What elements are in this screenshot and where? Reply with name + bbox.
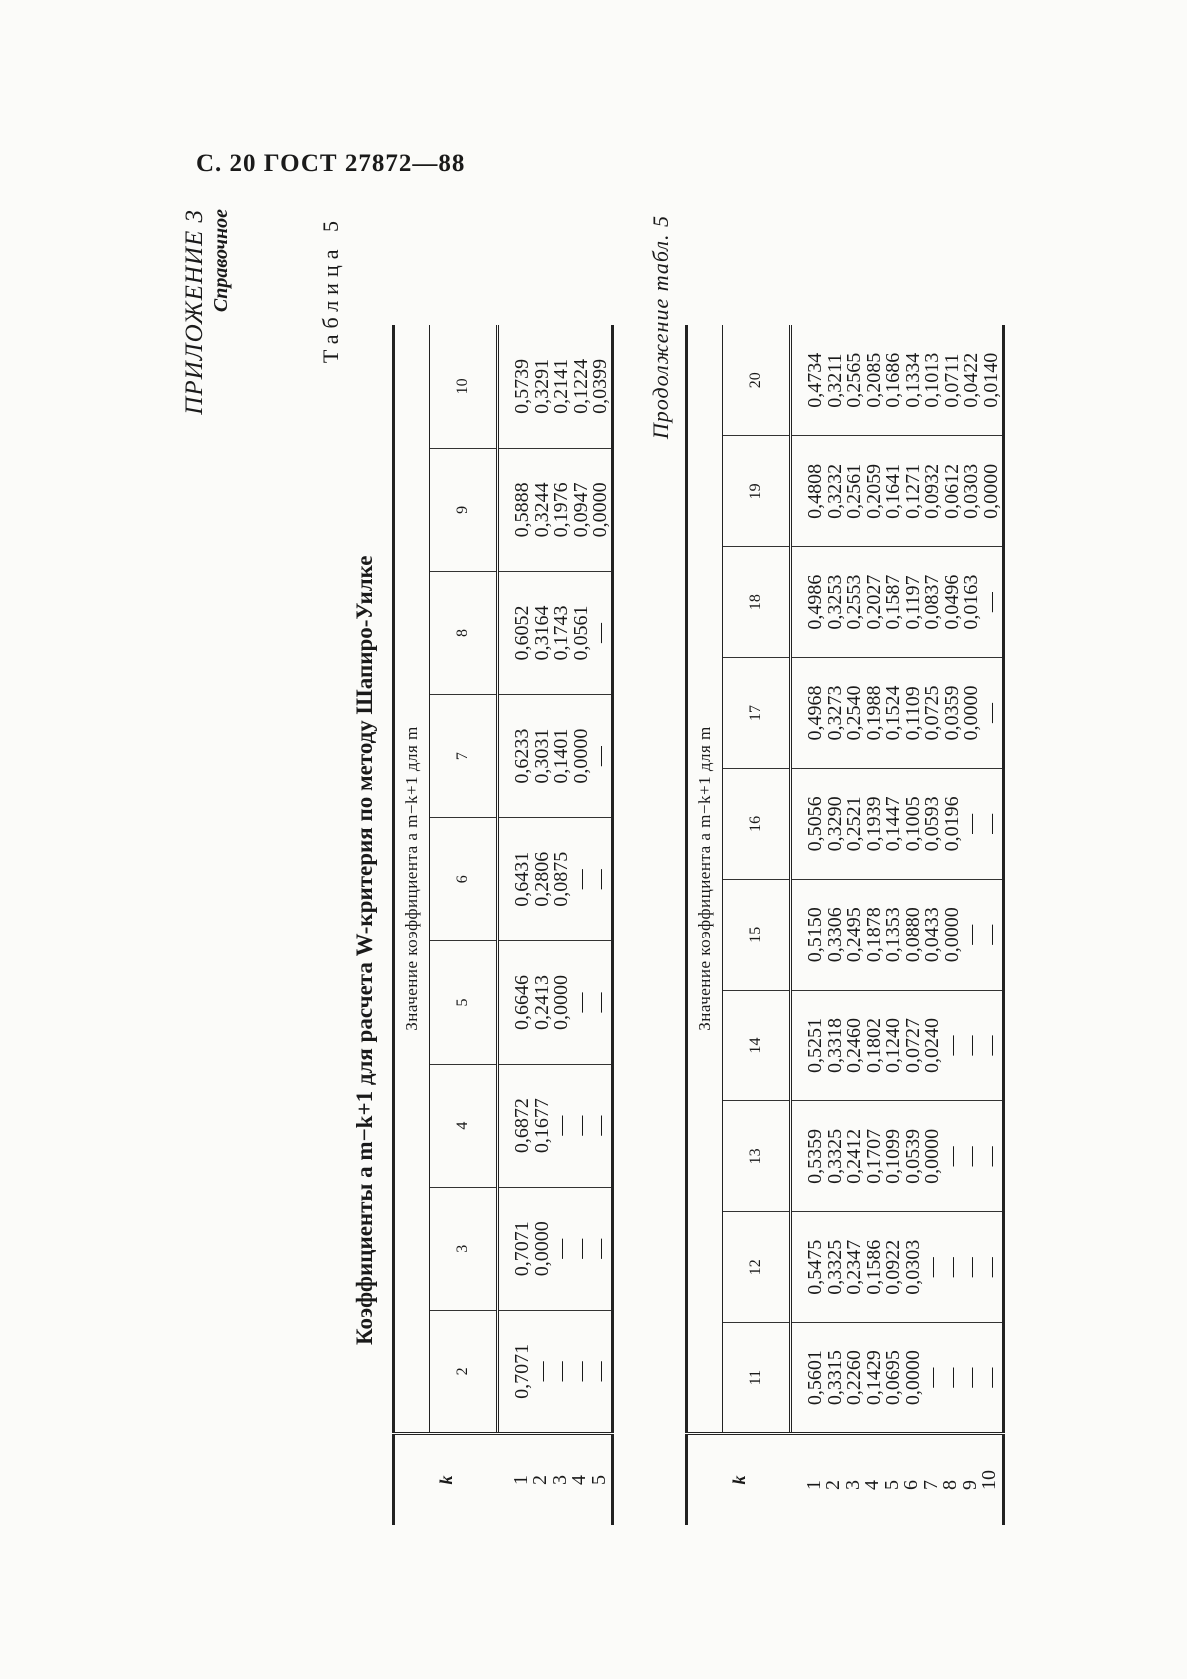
k-value: 6 (900, 1480, 922, 1490)
group-header: Значение коэффициента a m−k+1 для m (687, 325, 723, 1434)
table-cell: 0,1524 (882, 685, 904, 741)
table-cell: 0,0433 (921, 907, 943, 963)
k-value: 7 (919, 1480, 942, 1490)
table-cell: 0,6233 (511, 728, 533, 784)
table-cell: 0,0000 (569, 728, 592, 784)
table-cell: 0,1976 (550, 482, 572, 538)
table-cell: — (569, 992, 592, 1013)
column-header-m-7: 7 (430, 695, 498, 818)
table-cell: 0,3031 (530, 728, 553, 784)
table-cell: — (960, 1367, 982, 1388)
table-cell: — (569, 1238, 592, 1259)
table-cell: 0,0000 (921, 1128, 943, 1184)
column-header-m-16: 16 (723, 768, 791, 879)
table-cell: 0,3244 (530, 482, 553, 538)
table-cell: — (960, 1257, 982, 1278)
table-cell: 0,2565 (843, 352, 865, 408)
k-value: 2 (529, 1475, 551, 1485)
column-header-m-5: 5 (430, 941, 498, 1064)
table-cell: 0,6646 (511, 974, 533, 1030)
k-value: 4 (568, 1475, 590, 1485)
table-cell: — (550, 1361, 572, 1382)
table-cell: 0,0000 (960, 685, 982, 741)
k-value: 5 (587, 1475, 610, 1485)
table-cell: 0,0880 (901, 907, 924, 963)
column-values (498, 941, 613, 1064)
table-cell: 0,0422 (960, 352, 982, 408)
table-cell: — (589, 869, 611, 890)
column-header-m-6: 6 (430, 818, 498, 941)
table-cell: 0,5359 (804, 1128, 826, 1184)
k-value: 10 (978, 1470, 1000, 1490)
table-cell: 0,0695 (882, 1350, 904, 1406)
table-cell: 0,4734 (804, 352, 826, 408)
table-cell: — (589, 1238, 611, 1259)
table-cell: 0,3291 (530, 358, 553, 414)
table-cell: 0,2085 (862, 352, 885, 408)
column-header-m-15: 15 (723, 879, 791, 990)
table-cell: 0,7071 (511, 1343, 533, 1399)
table-cell: — (940, 1257, 963, 1278)
table-cell: 0,6872 (511, 1098, 533, 1154)
table-cell: 0,2059 (862, 463, 885, 519)
column-header-m-2: 2 (430, 1310, 498, 1433)
k-column (791, 1434, 1004, 1526)
k-header: k (687, 1434, 791, 1526)
k-value: 5 (880, 1480, 903, 1490)
table-cell: 0,0140 (979, 352, 1002, 408)
column-values (791, 1323, 1004, 1434)
table-cell: — (940, 1146, 963, 1167)
table-cell: 0,3315 (823, 1350, 846, 1406)
table-cell: — (979, 1146, 1002, 1167)
table-cell: 0,0947 (569, 482, 592, 538)
table-cell: 0,2553 (843, 574, 865, 630)
k-value: 1 (509, 1475, 532, 1485)
column-values (498, 325, 613, 448)
table-cell: — (921, 1257, 943, 1278)
table-label: Таблица 5 (318, 215, 343, 364)
table-cell: 0,3232 (823, 463, 846, 519)
table-cell: 0,1334 (901, 352, 924, 408)
table-cell: 0,1939 (862, 796, 885, 852)
table-cell: — (979, 813, 1002, 834)
table-cell: 0,2495 (843, 907, 865, 963)
column-values (498, 448, 613, 571)
table-cell: 0,5056 (804, 796, 826, 852)
table-cell: — (569, 1115, 592, 1136)
table-cell: 0,0612 (940, 463, 963, 519)
table-cell: 0,3211 (823, 353, 846, 408)
column-header-m-9: 9 (430, 448, 498, 571)
column-values (498, 1187, 613, 1310)
table-cell: — (589, 1361, 611, 1382)
table-cell: 0,0837 (921, 574, 943, 630)
table-cell: 0,1677 (530, 1098, 553, 1154)
table-cell: 0,5475 (804, 1239, 826, 1295)
table-cell: 0,1099 (882, 1128, 904, 1184)
table-cell: — (979, 1257, 1002, 1278)
table-cell: 0,2413 (530, 974, 553, 1030)
column-header-m-4: 4 (430, 1064, 498, 1187)
table-cell: — (979, 1367, 1002, 1388)
table-cell: 0,1802 (862, 1018, 885, 1074)
column-values (498, 695, 613, 818)
column-values (791, 879, 1004, 990)
appendix-subtitle: Справочное (210, 209, 232, 313)
table-cell: 0,4808 (804, 463, 826, 519)
table-cell: 0,1587 (882, 574, 904, 630)
table-cell: 0,3253 (823, 574, 846, 630)
table-cell: — (921, 1367, 943, 1388)
table-cell: 0,0922 (882, 1239, 904, 1295)
table-cell: — (550, 1115, 572, 1136)
column-header-m-18: 18 (723, 547, 791, 658)
table-cell: 0,0593 (921, 796, 943, 852)
column-header-m-8: 8 (430, 571, 498, 694)
table-cell: 0,2540 (843, 685, 865, 741)
k-value: 2 (822, 1480, 844, 1490)
table-title: Коэффициенты a m−k+1 для расчета W-критерия по методу Шапиро-Уилке (352, 555, 377, 1345)
table-cell: 0,1224 (569, 358, 592, 414)
table-cell: — (960, 924, 982, 945)
column-header-m-11: 11 (723, 1323, 791, 1434)
table-cell: — (979, 592, 1002, 613)
group-header: Значение коэффициента a m−k+1 для m (394, 325, 430, 1434)
table-cell: 0,1743 (550, 605, 572, 661)
table-cell: 0,0496 (940, 574, 963, 630)
table-cell: — (979, 1035, 1002, 1056)
column-values (791, 768, 1004, 879)
page-header: С. 20 ГОСТ 27872—88 (196, 150, 466, 177)
table-cell: 0,1641 (882, 463, 904, 519)
k-value: 3 (548, 1475, 571, 1485)
table-cell: 0,1686 (882, 352, 904, 408)
column-header-m-13: 13 (723, 1101, 791, 1212)
table-cell: 0,0399 (589, 358, 611, 414)
table-cell: — (940, 1035, 963, 1056)
table-cell: — (979, 924, 1002, 945)
table-cell: 0,1109 (901, 686, 924, 741)
table-cell: 0,0711 (940, 353, 963, 408)
table-cell: — (589, 622, 611, 643)
column-header-m-17: 17 (723, 658, 791, 769)
table-cell: 0,1240 (882, 1018, 904, 1074)
table-cell: 0,0303 (960, 463, 982, 519)
k-value: 3 (841, 1480, 864, 1490)
column-values (791, 1212, 1004, 1323)
column-values (791, 436, 1004, 547)
continuation-label: Продолжение табл. 5 (648, 215, 673, 440)
k-value: 8 (939, 1480, 961, 1490)
table-cell: 0,4968 (804, 685, 826, 741)
table-cell: 0,1707 (862, 1128, 885, 1184)
column-values (791, 658, 1004, 769)
table-cell: 0,0561 (569, 605, 592, 661)
table-cell: 0,0196 (940, 796, 963, 852)
table-cell: 0,2412 (843, 1128, 865, 1184)
table-cell: 0,6431 (511, 851, 533, 907)
table-cell: — (589, 992, 611, 1013)
column-values (791, 325, 1004, 436)
table-cell: — (960, 813, 982, 834)
table-cell: 0,2027 (862, 574, 885, 630)
coefficients-table-2 (685, 325, 1005, 1525)
table-cell: 0,0163 (960, 574, 982, 630)
table-cell: 0,1271 (901, 463, 924, 519)
table-cell: — (960, 1035, 982, 1056)
table-cell: 0,5150 (804, 907, 826, 963)
table-cell: 0,6052 (511, 605, 533, 661)
coefficients-table-1 (392, 325, 614, 1525)
column-header-m-14: 14 (723, 990, 791, 1101)
table-cell: 0,1447 (882, 796, 904, 852)
table-cell: 0,3273 (823, 685, 846, 741)
table-cell: 0,5739 (511, 358, 533, 414)
table-cell: 0,0359 (940, 685, 963, 741)
table-cell: 0,0725 (921, 685, 943, 741)
table-cell: 0,1401 (550, 728, 572, 784)
table-cell: 0,1013 (921, 352, 943, 408)
table-cell: — (569, 1361, 592, 1382)
table-cell: 0,0240 (921, 1018, 943, 1074)
table-cell: 0,0000 (589, 482, 611, 538)
table-cell: 0,7071 (511, 1221, 533, 1277)
table-cell: 0,1988 (862, 685, 885, 741)
column-values (498, 1310, 613, 1433)
column-values (498, 1064, 613, 1187)
table-cell: 0,0727 (901, 1018, 924, 1074)
table-cell: — (530, 1361, 553, 1382)
table-cell: 0,0303 (901, 1239, 924, 1295)
k-column (498, 1434, 613, 1526)
table-cell: 0,3290 (823, 796, 846, 852)
table-cell: — (960, 1146, 982, 1167)
table-cell: 0,3318 (823, 1018, 846, 1074)
column-values (791, 1101, 1004, 1212)
rotated-content (180, 185, 1060, 1525)
table-cell: 0,5888 (511, 482, 533, 538)
column-values (791, 547, 1004, 658)
table-cell: — (589, 1115, 611, 1136)
table-cell: — (569, 869, 592, 890)
table-cell: — (979, 703, 1002, 724)
column-values (498, 571, 613, 694)
column-values (498, 818, 613, 941)
table-cell: 0,2806 (530, 851, 553, 907)
table-cell: 0,2521 (843, 796, 865, 852)
k-value: 4 (861, 1480, 883, 1490)
column-header-m-3: 3 (430, 1187, 498, 1310)
table-cell: 0,0000 (530, 1221, 553, 1277)
table-cell: 0,2460 (843, 1018, 865, 1074)
table-cell: 0,0000 (901, 1350, 924, 1406)
column-header-m-20: 20 (723, 325, 791, 436)
column-values (791, 990, 1004, 1101)
table-cell: 0,1429 (862, 1350, 885, 1406)
table-cell: 0,2260 (843, 1350, 865, 1406)
table-cell: 0,0000 (940, 907, 963, 963)
table-cell: — (589, 746, 611, 767)
table-cell: 0,0000 (550, 974, 572, 1030)
k-header: k (394, 1434, 498, 1526)
table-cell: 0,1353 (882, 907, 904, 963)
table-cell: 0,5601 (804, 1350, 826, 1406)
k-value: 1 (802, 1480, 825, 1490)
table-cell: 0,1878 (862, 907, 885, 963)
table-cell: 0,1197 (901, 575, 924, 630)
table-cell: 0,1586 (862, 1239, 885, 1295)
table-cell: — (550, 1238, 572, 1259)
table-cell: — (940, 1367, 963, 1388)
appendix-title: ПРИЛОЖЕНИЕ 3 (181, 209, 208, 415)
table-cell: 0,1005 (901, 796, 924, 852)
column-header-m-12: 12 (723, 1212, 791, 1323)
column-header-m-10: 10 (430, 325, 498, 448)
table-cell: 0,2141 (550, 358, 572, 414)
table-cell: 0,3325 (823, 1128, 846, 1184)
table-cell: 0,3306 (823, 907, 846, 963)
table-cell: 0,3164 (530, 605, 553, 661)
k-value: 9 (958, 1480, 981, 1490)
table-cell: 0,0539 (901, 1128, 924, 1184)
table-cell: 0,2347 (843, 1239, 865, 1295)
table-cell: 0,2561 (843, 463, 865, 519)
table-cell: 0,4986 (804, 574, 826, 630)
table-cell: 0,5251 (804, 1018, 826, 1074)
table-cell: 0,0932 (921, 463, 943, 519)
table-cell: 0,0875 (550, 851, 572, 907)
table-cell: 0,3325 (823, 1239, 846, 1295)
table-cell: 0,0000 (979, 463, 1002, 519)
column-header-m-19: 19 (723, 436, 791, 547)
